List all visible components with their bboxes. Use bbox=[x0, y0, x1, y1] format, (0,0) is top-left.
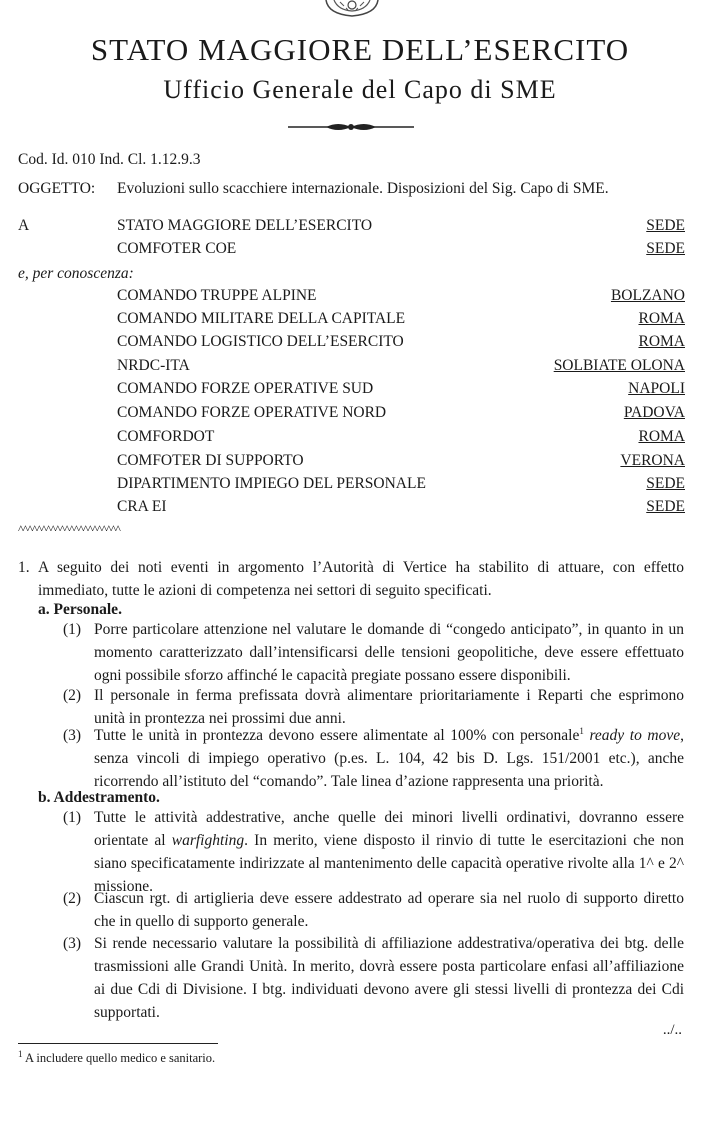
subject-text: Evoluzioni sullo scacchiere internazionale. Disposizioni del Sig. Capo di SME. bbox=[117, 180, 609, 197]
cc-recipient-place: ROMA bbox=[638, 333, 685, 350]
footnote-text: A includere quello medico e sanitario. bbox=[24, 1051, 216, 1065]
document-title: STATO MAGGIORE DELL’ESERCITO bbox=[90, 32, 630, 67]
classification-code: Cod. Id. 010 Ind. Cl. 1.12.9.3 bbox=[18, 151, 201, 168]
cc-recipient-place: SOLBIATE OLONA bbox=[553, 357, 685, 374]
cc-recipient-name: COMFORDOT bbox=[117, 428, 215, 445]
item-text: Si rende necessario valutare la possibilità di affiliazione addestrativa/operativa dei btg. delle trasmissioni alle Grandi Unità. In merito, dovrà essere posta particolare enfasi all’affiliazione ai due Cdi di Divisione. I btg. individuati devono avere gli stessi livelli di prontezza dei Cdi supportati. bbox=[94, 935, 684, 1021]
item-text: Tutte le attività addestrative, anche quelle dei minori livelli ordinativi, dovranno essere orientate al warfighting. In merito, viene disposto il rinvio di tutte le esercitazioni che non siano specificatamente indirizzate al mantenimento delle capacità operative rivolte alla 1^ e 2^ missione. bbox=[94, 809, 685, 895]
cc-recipient-name: COMANDO MILITARE DELLA CAPITALE bbox=[117, 310, 406, 327]
cc-recipient-name: COMANDO TRUPPE ALPINE bbox=[117, 287, 317, 304]
to-recipient-place: SEDE bbox=[646, 240, 685, 257]
subject-label: OGGETTO: bbox=[18, 180, 96, 197]
cc-recipient-place: NAPOLI bbox=[628, 380, 685, 397]
cc-recipient-name: NRDC-ITA bbox=[117, 357, 190, 374]
item-number: (1) bbox=[63, 809, 82, 826]
cc-recipient-place: VERONA bbox=[620, 452, 685, 469]
footnote-divider bbox=[18, 1043, 218, 1044]
footnote bbox=[18, 1050, 215, 1066]
footnote-number: 1 bbox=[18, 1048, 23, 1059]
cc-recipient-name: CRA EI bbox=[117, 498, 167, 515]
cc-recipient-name: COMANDO LOGISTICO DELL’ESERCITO bbox=[117, 333, 404, 350]
cc-recipient-name: COMFOTER DI SUPPORTO bbox=[117, 452, 304, 469]
cc-recipient-place: SEDE bbox=[646, 475, 685, 492]
item-number: (3) bbox=[63, 935, 82, 952]
continuation-mark: ../.. bbox=[662, 1022, 682, 1038]
paragraph-number: 1. bbox=[18, 559, 30, 576]
footnote-reference: 1 bbox=[579, 725, 584, 736]
cc-recipient-name: COMANDO FORZE OPERATIVE SUD bbox=[117, 380, 374, 397]
section-heading: b. Addestramento. bbox=[38, 789, 160, 806]
item-text: Porre particolare attenzione nel valutare le domande di “congedo anticipato”, in quanto in un momento caratterizzato dall’intensificarsi delle tensioni geopolitiche, deve essere effettuato ogni possibile sforzo affinché le capacità pregiate possano essere disponibili. bbox=[94, 621, 684, 684]
item-text: Tutte le unità in prontezza devono essere alimentate al 100% con personale$^1$ ready to move, senza vincoli di impiego operativo (p.es. L. 104, 42 bis D. Lgs. 151/2001 etc.), anche ricorrendo all’istituto del “comando”. Tale linea d’azione rappresenta una priorità. bbox=[94, 725, 684, 790]
to-recipient-place: SEDE bbox=[646, 217, 685, 234]
cc-recipient-name: DIPARTIMENTO IMPIEGO DEL PERSONALE bbox=[117, 475, 426, 492]
to-label: A bbox=[18, 217, 30, 234]
cc-recipient-place: PADOVA bbox=[623, 404, 685, 421]
item-number: (3) bbox=[63, 727, 82, 744]
ornament-divider-icon bbox=[288, 119, 414, 135]
paragraph-text: A seguito dei noti eventi in argomento l’Autorità di Vertice ha stabilito di attuare, con effetto immediato, tutte le azioni di competenza nei settori di seguito specificati. bbox=[38, 559, 684, 599]
section-heading: a. Personale. bbox=[38, 601, 122, 618]
to-recipient-name: STATO MAGGIORE DELL’ESERCITO bbox=[117, 217, 373, 234]
cc-recipient-name: COMANDO FORZE OPERATIVE NORD bbox=[117, 404, 387, 421]
item-number: (1) bbox=[63, 621, 82, 638]
item-number: (2) bbox=[63, 687, 82, 704]
cc-label: e, per conoscenza: bbox=[18, 265, 134, 282]
cc-recipient-place: ROMA bbox=[638, 310, 685, 327]
cc-recipient-place: BOLZANO bbox=[610, 287, 685, 304]
republic-emblem-icon bbox=[320, 0, 384, 18]
to-recipient-name: COMFOTER COE bbox=[117, 240, 237, 257]
cc-recipient-place: SEDE bbox=[646, 498, 685, 515]
item-number: (2) bbox=[63, 890, 82, 907]
document-subtitle: Ufficio Generale del Capo di SME bbox=[163, 75, 557, 104]
recipient-separator: ^^^^^^^^^^^^^^^^^^^^^^ bbox=[18, 522, 120, 536]
item-text: Il personale in ferma prefissata dovrà alimentare prioritariamente i Reparti che esprimono unità in prontezza nei prossimi due anni. bbox=[94, 687, 684, 727]
cc-recipient-place: ROMA bbox=[638, 428, 685, 445]
item-text: Ciascun rgt. di artiglieria deve essere addestrato ad operare sia nel ruolo di supporto diretto che in quello di supporto generale. bbox=[94, 890, 684, 930]
